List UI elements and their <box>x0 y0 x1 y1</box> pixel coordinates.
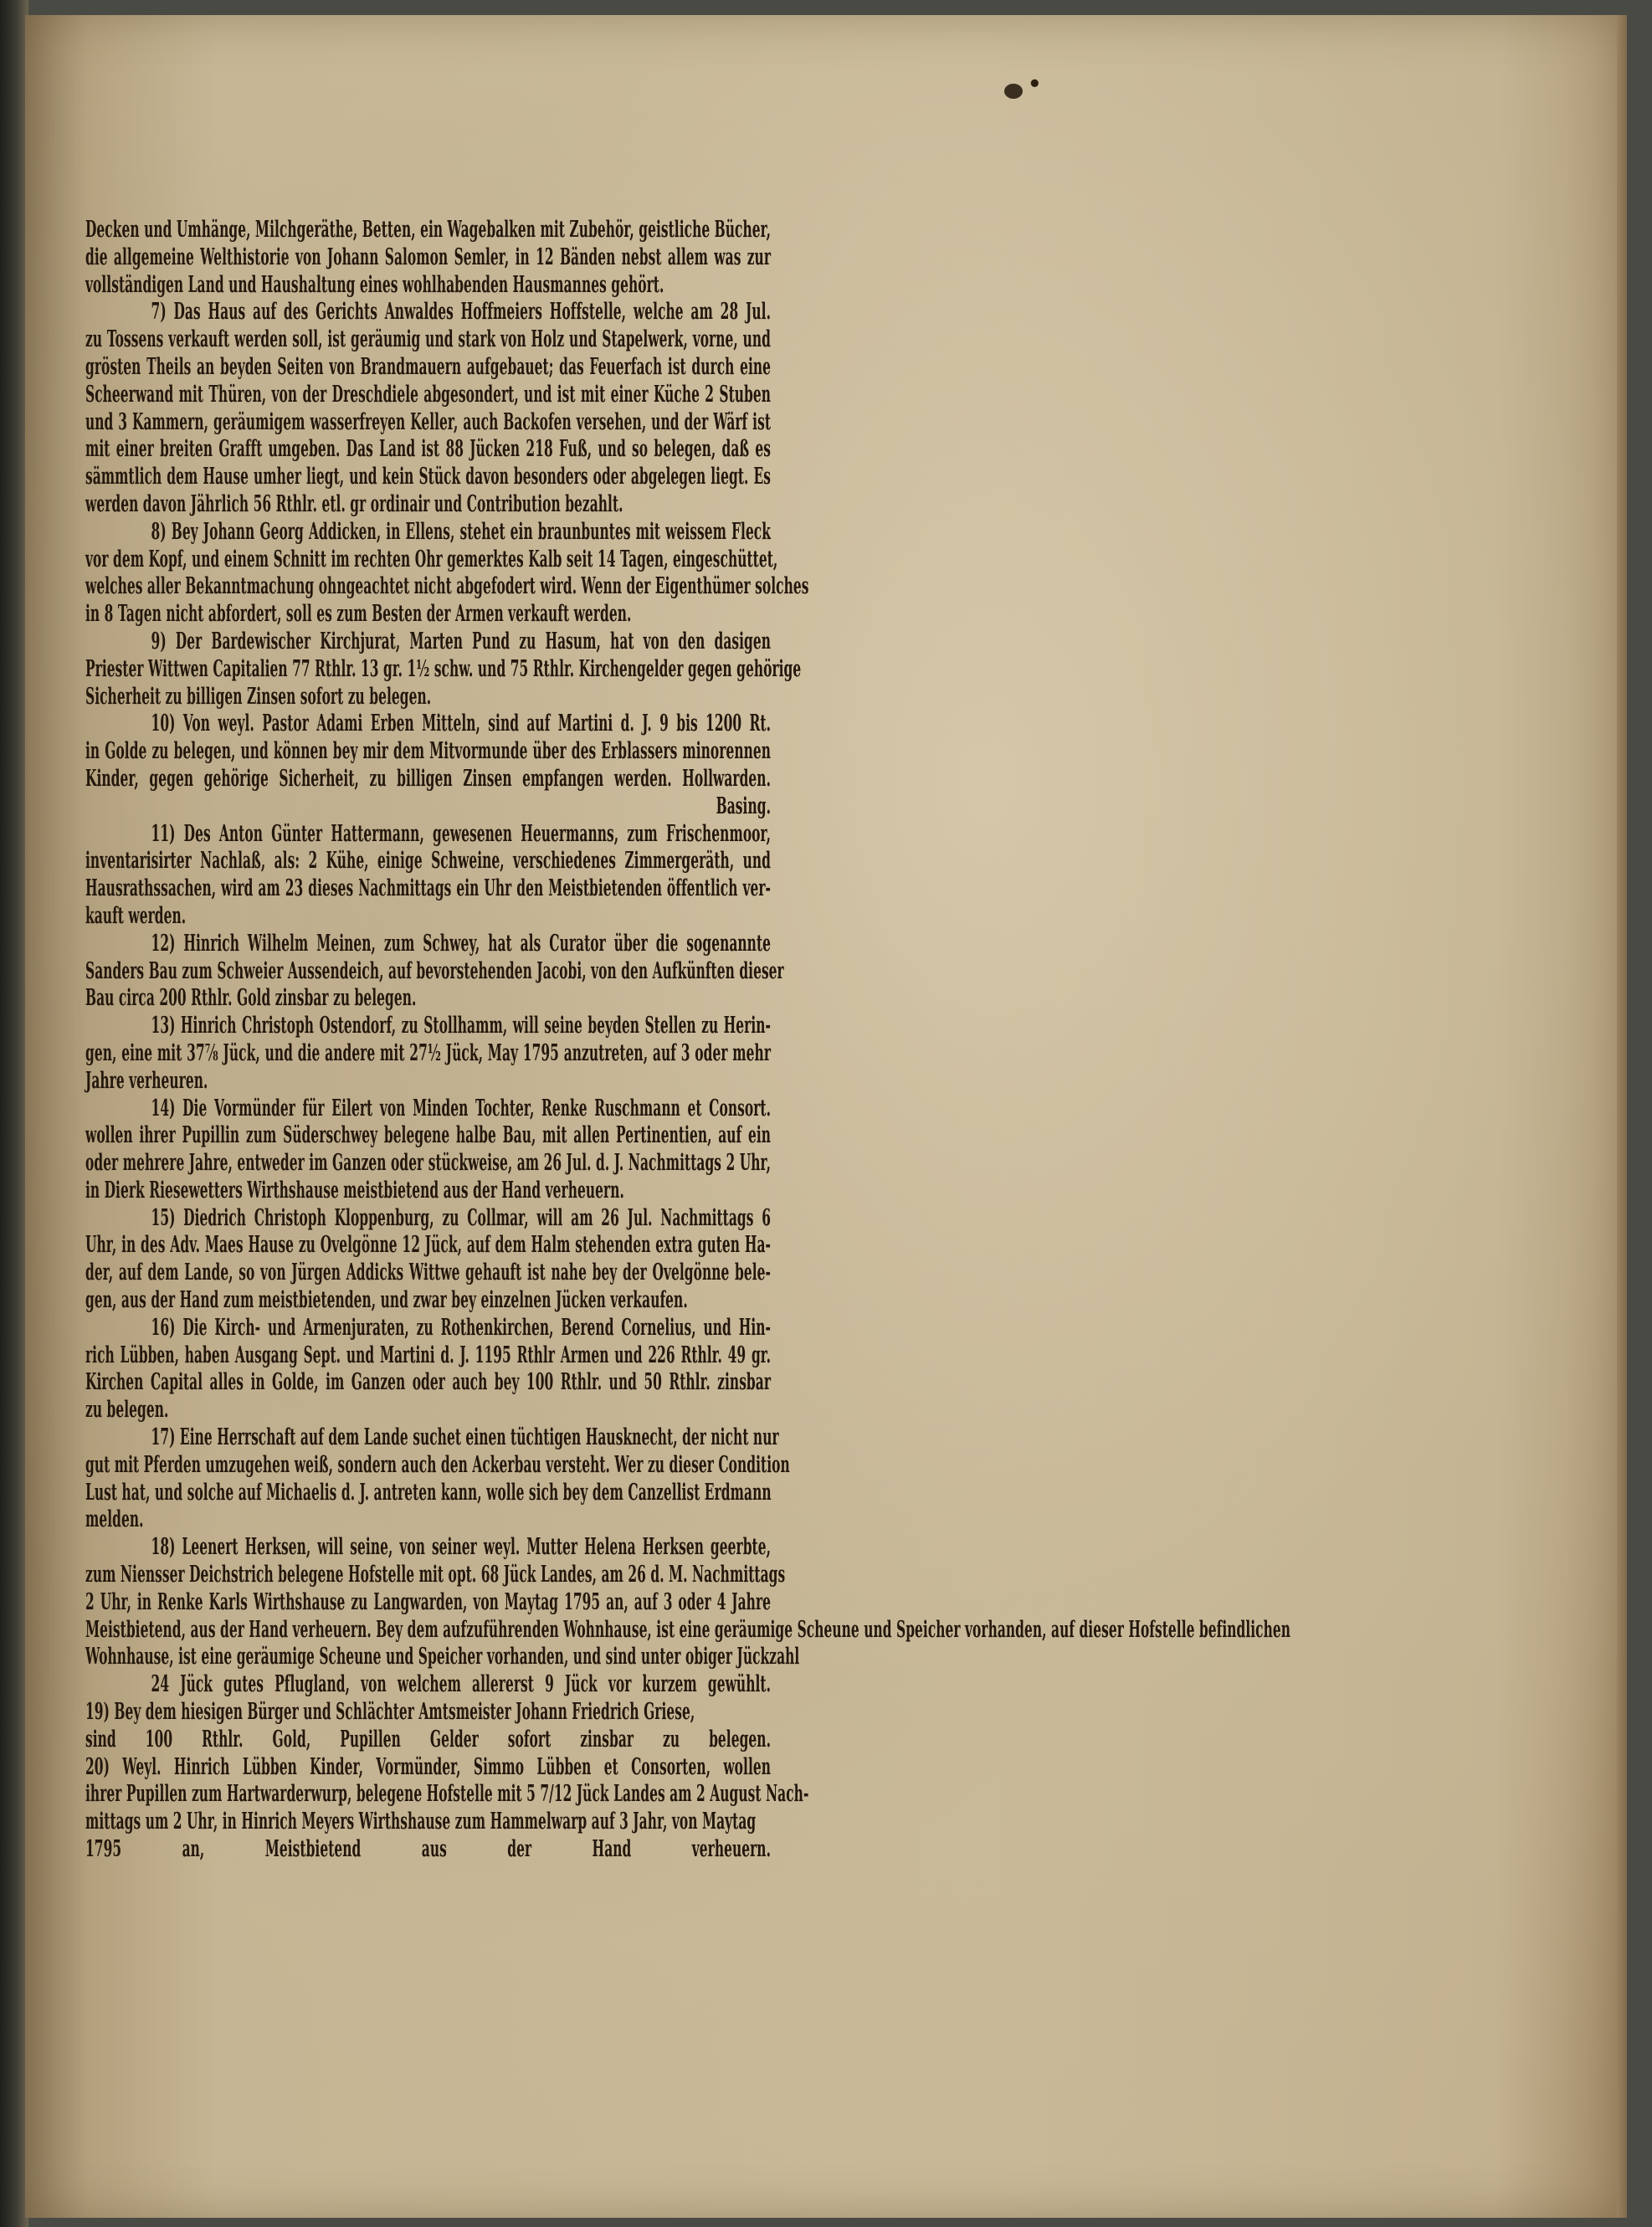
text-line: 16) Die Kirch- und Armenjuraten, zu Rothenkirchen, Berend Cornelius, und Hin- <box>151 1313 772 1341</box>
text-line: vor dem Kopf, und einem Schnitt im rechten Ohr gemerktes Kalb seit 14 Tagen, eingeschüttet, <box>85 545 778 572</box>
ink-spot: • <box>1004 84 1023 99</box>
text-line: melden. <box>85 1506 144 1533</box>
text-line: 14) Die Vormünder für Eilert von Minden Tochter, Renke Ruschmann et Consort. <box>151 1094 772 1121</box>
text-line: 11) Des Anton Günter Hattermann, gewesenen Heuermanns, zum Frischenmoor, <box>151 819 772 847</box>
text-line: Kirchen Capital alles in Golde, im Ganzen oder auch bey 100 Rthlr. und 50 Rthlr. zinsbar <box>85 1368 772 1396</box>
text-line: 8) Bey Johann Georg Addicken, in Ellens, stehet ein braunbuntes mit weissem Fleck <box>151 517 772 545</box>
book-binding <box>0 0 28 2227</box>
text-line: Wohnhause, ist eine geräumige Scheune und Speicher vorhanden, und sind unter obiger Jückzahl <box>85 1643 800 1670</box>
text-line: Scheerwand mit Thüren, von der Dreschdiele abgesondert, und ist mit einer Küche 2 Stuben <box>85 380 772 408</box>
text-line: 15) Diedrich Christoph Kloppenburg, zu Collmar, will am 26 Jul. Nachmittags 6 <box>151 1203 772 1231</box>
text-line: die allgemeine Welthistorie von Johann Salomon Semler, in 12 Bänden nebst allem was zur <box>85 243 772 270</box>
text-line: Lust hat, und solche auf Michaelis d. J. antreten kann, wolle sich bey dem Canzellist Erdmann <box>85 1478 772 1506</box>
text-line: Bau circa 200 Rthlr. Gold zinsbar zu belegen. <box>85 984 417 1012</box>
text-line: Priester Wittwen Capitalien 77 Rthlr. 13 gr. 1½ schw. und 75 Rthlr. Kirchengelder gegen gehörige <box>85 654 802 682</box>
text-line: gen, aus der Hand zum meistbietenden, und zwar bey einzelnen Jücken verkaufen. <box>85 1286 688 1314</box>
text-line: 2 Uhr, in Renke Karls Wirthshause zu Langwarden, von Maytag 1795 an, auf 3 oder 4 Jahre <box>85 1588 772 1615</box>
text-line: 9) Der Bardewischer Kirchjurat, Marten Pund zu Hasum, hat von den dasigen <box>151 627 772 654</box>
text-line: Basing. <box>716 792 772 819</box>
text-line: der, auf dem Lande, so von Jürgen Addicks Wittwe gehauft ist nahe bey der Ovelgönne bele- <box>85 1259 772 1286</box>
text-line: Uhr, in des Adv. Maes Hause zu Ovelgönne 12 Jück, auf dem Halm stehenden extra guten Ha- <box>85 1231 772 1259</box>
text-line: wollen ihrer Pupillin zum Süderschwey belegene halbe Bau, mit allen Pertinentien, auf ein <box>85 1121 772 1149</box>
text-line: in Golde zu belegen, und können bey mir dem Mitvormunde über des Erblassers minorennen <box>85 737 772 765</box>
text-line: 1795 an, Meistbietend aus der Hand verheuern. <box>85 1835 772 1863</box>
text-line: sämmtlich dem Hause umher liegt, und kein Stück davon besonders oder abgelegen liegt. Es <box>85 463 772 490</box>
text-line: 10) Von weyl. Pastor Adami Erben Mitteln, sind auf Martini d. J. 9 bis 1200 Rt. <box>151 710 772 737</box>
text-line: oder mehrere Jahre, entweder im Ganzen oder stückweise, am 26 Jul. d. J. Nachmittags 2 Uhr, <box>85 1149 772 1177</box>
text-line: Kinder, gegen gehörige Sicherheit, zu billigen Zinsen empfangen werden. Hollwarden. <box>85 764 772 792</box>
text-line: Sanders Bau zum Schweier Aussendeich, auf bevorstehenden Jacobi, von den Aufkünften dieser <box>85 957 784 984</box>
text-line: 13) Hinrich Christoph Ostendorf, zu Stollhamm, will seine beyden Stellen zu Herin- <box>151 1012 772 1039</box>
text-line: zu belegen. <box>85 1396 169 1424</box>
text-line: sind 100 Rthlr. Gold, Pupillen Gelder sofort zinsbar zu belegen. <box>85 1725 772 1752</box>
text-line: zu Tossens verkauft werden soll, ist geräumig und stark von Holz und Stapelwerk, vorne, und <box>85 326 772 353</box>
text-line: 12) Hinrich Wilhelm Meinen, zum Schwey, hat als Curator über die sogenannte <box>151 929 772 957</box>
page-text <box>85 216 1291 1863</box>
text-line: zum Niensser Deichstrich belegene Hofstelle mit opt. 68 Jück Landes, am 26 d. M. Nachmittags <box>85 1561 786 1588</box>
text-line: rich Lübben, haben Ausgang Sept. und Martini d. J. 1195 Rthlr Armen und 226 Rthlr. 49 gr. <box>85 1341 772 1368</box>
text-line: Sicherheit zu billigen Zinsen sofort zu belegen. <box>85 682 432 710</box>
text-line: ihrer Pupillen zum Hartwarderwurp, belegene Hofstelle mit 5 7/12 Jück Landes am 2 August Nach- <box>85 1780 809 1808</box>
text-line: 18) Leenert Herksen, will seine, von seiner weyl. Mutter Helena Herksen geerbte, <box>151 1533 772 1561</box>
text-line: werden davon Jährlich 56 Rthlr. etl. gr ordinair und Contribution bezahlt. <box>85 490 623 517</box>
text-line: vollständigen Land und Haushaltung eines wohlhabenden Hausmannes gehört. <box>85 270 664 298</box>
text-line: grösten Theils an beyden Seiten von Brandmauern aufgebauet; das Feuerfach ist durch eine <box>85 352 772 380</box>
text-line: gut mit Pferden umzugehen weiß, sondern auch den Ackerbau versteht. Wer zu dieser Condition <box>85 1450 790 1478</box>
text-line: in Dierk Riesewetters Wirthshause meistbietend aus der Hand verheuern. <box>85 1176 624 1203</box>
page-edge <box>1617 15 1627 2218</box>
text-line: gen, eine mit 37⅞ Jück, und die andere mit 27½ Jück, May 1795 anzutreten, auf 3 oder mehr <box>85 1039 772 1066</box>
text-line: 7) Das Haus auf des Gerichts Anwaldes Hoffmeiers Hoffstelle, welche am 28 Jul. <box>151 298 772 326</box>
text-line: in 8 Tagen nicht abfordert, soll es zum Besten der Armen verkauft werden. <box>85 600 632 628</box>
text-line: 20) Weyl. Hinrich Lübben Kinder, Vormünder, Simmo Lübben et Consorten, wollen <box>85 1752 772 1780</box>
text-line: mittags um 2 Uhr, in Hinrich Meyers Wirthshause zum Hammelwarp auf 3 Jahr, von Maytag <box>85 1808 757 1835</box>
text-line: und 3 Kammern, geräumigem wasserfreyen Keller, auch Backofen versehen, und der Wärf ist <box>85 408 772 435</box>
text-line: Decken und Umhänge, Milchgeräthe, Betten, ein Wagebalken mit Zubehör, geistliche Bücher, <box>85 216 772 243</box>
text-line: 19) Bey dem hiesigen Bürger und Schlächter Amtsmeister Johann Friedrich Griese, <box>85 1698 695 1726</box>
text-line: mit einer breiten Grafft umgeben. Das Land ist 88 Jücken 218 Fuß, und so belegen, daß es <box>85 435 772 463</box>
text-line: inventarisirter Nachlaß, als: 2 Kühe, einige Schweine, verschiedenes Zimmergeräth, und <box>85 847 772 875</box>
text-line: kauft werden. <box>85 901 187 929</box>
text-line: Jahre verheuren. <box>85 1066 208 1094</box>
text-line: 24 Jück gutes Pflugland, von welchem allererst 9 Jück vor kurzem gewühlt. <box>151 1670 772 1698</box>
text-line: Hausrathssachen, wird am 23 dieses Nachmittags ein Uhr den Meistbietenden öffentlich ver- <box>85 875 772 902</box>
text-line: Meistbietend, aus der Hand verheuern. Bey dem aufzuführenden Wohnhause, ist eine geräumige Scheune und Speicher vorhanden, auf dieser Hofstelle befindlichen <box>85 1615 1291 1643</box>
text-line: welches aller Bekanntmachung ohngeachtet nicht abgefodert wird. Wenn der Eigenthümer solches <box>85 572 809 600</box>
text-line: 17) Eine Herrschaft auf dem Lande suchet einen tüchtigen Hausknecht, der nicht nur <box>151 1424 779 1451</box>
